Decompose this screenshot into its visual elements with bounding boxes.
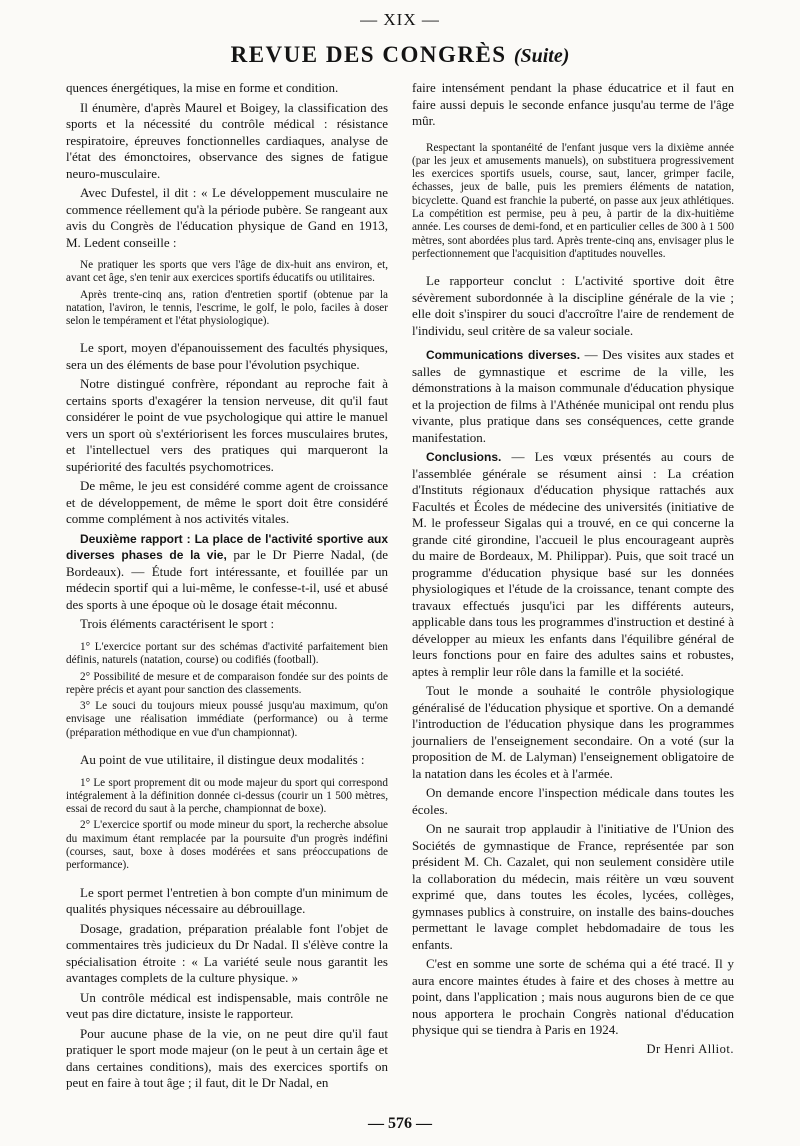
section-lead: Conclusions. bbox=[426, 450, 502, 465]
paragraph-text: C'est en somme une sorte de schéma qui a été tracé. Il y aura encore maintes études à faire et des choses à mettre au point, dans l'application ; mais nous augurons bien de ce que nous apportera le prochain Congrès national d'éducation physique qui se tiendra à Paris en 1924. bbox=[412, 956, 734, 1038]
paragraph-text: Un contrôle médical est indispensable, mais contrôle ne veut pas dire dictature, insiste le rapporteur. bbox=[66, 989, 388, 1022]
paragraph bbox=[66, 478, 388, 528]
spacer bbox=[412, 264, 734, 273]
paragraph-text: faire intensément pendant la phase éducatrice et il faut en faire aussi depuis le seconde enfance jusqu'au terme de l'âge mûr. bbox=[412, 80, 734, 128]
right-column bbox=[412, 80, 734, 1057]
paragraph-text: 2° Possibilité de mesure et de comparaison fondée sur des points de repère précis et ayant pour sanction des classements. bbox=[66, 670, 388, 696]
paragraph-text: — Les vœux présentés au cours de l'assemblée générale se résument ainsi : La création d'Instituts régionaux d'éducation physique rattachés aux Facultés et Écoles de médecine des universités (initiative de M. le professeur Sigalas qui a trouvé, en ce qui concerne la grande cité girondine, l'accueil le plus encourageant auprès du maire de Bordeaux, M. Philippar). Puis, que soit tracé un programme d'éducation physique basé sur les données physiologiques et l'étude de la croissance, tenant compte des travaux effectués jusqu'ici par les différents auteurs, applicable dans tous les programmes d'instruction et destiné à développer au mieux les enfants dans l'équilibre général de leurs fonctions pour en faire des adultes sains et robustes, aptes à remplir leur rôle dans la famille et la société. bbox=[412, 449, 734, 679]
roman-page-number: — XIX — bbox=[360, 10, 440, 29]
section-title: REVUE DES CONGRÈS bbox=[230, 42, 507, 67]
paragraph bbox=[412, 683, 734, 782]
paragraph-text: Dr Henri Alliot. bbox=[646, 1041, 734, 1056]
paragraph-text: par le Dr Pierre Nadal, (de Bordeaux). — Étude fort intéressante, et fouillée par un médecin sportif qui a lui-même, le confesse-t-il, usé et abusé des sports à une époque où le dosage était méconnu. bbox=[66, 547, 388, 612]
paragraph-text: Notre distingué confrère, répondant au reproche fait à certains sports d'exagérer la tension nerveuse, dit qu'il faut considérer le point de vue psychologique qui attire le manuel vers un sport où s'extériorisent les forces musculaires brutes, et l'intellectuel vers des pratiques qui marqueront la supériorité des facultés psychomotrices. bbox=[66, 376, 388, 474]
paragraph-text: Ne pratiquer les sports que vers l'âge de dix-huit ans environ, et, avant cet âge, s'en tenir aux exercices sportifs éducatifs ou utilitaires. bbox=[66, 259, 388, 285]
paragraph-text: Pour aucune phase de la vie, on ne peut dire qu'il faut pratiquer le sport mode majeur (on le peut à un certain âge et dans certaines conditions), mais des exercices sportifs on peut en faire à tout âge ; il faut, dit le Dr Nadal, en bbox=[66, 1025, 388, 1091]
paragraph-text: On demande encore l'inspection médicale dans toutes les écoles. bbox=[412, 785, 734, 817]
paragraph-text: Il énumère, d'après Maurel et Boigey, la classification des sports et la nécessité du contrôle médical : résistance respiratoire, épreuves fonctionnelles cardiaques, analyse de l'état des émonctoires, observance des signes de fatigue neuro-musculaire. bbox=[66, 99, 388, 181]
paragraph-text: Dosage, gradation, préparation préalable font l'objet de commentaires très judicieux du Dr Nadal. Il s'élève contre la spécialisation étroite : « La variété seule nous garantit les avantages complets de la culture physique. » bbox=[66, 920, 388, 986]
spacer bbox=[66, 331, 388, 340]
spacer bbox=[412, 133, 734, 142]
paragraph bbox=[66, 340, 388, 373]
paragraph bbox=[66, 819, 388, 872]
paragraph bbox=[66, 752, 388, 769]
paragraph bbox=[66, 531, 388, 614]
paragraph-text: On ne saurait trop applaudir à l'initiative de l'Union des Sociétés de gymnastique de France, représentée par son président M. Ch. Cazalet, qui non seulement considère utile la collaboration du médecin, mais réitère un vœu souvent exprimé que, dans toutes les écoles, lycées, collèges, gymnases publics à construire, on installe des bains-douches permettant le lavage complet hebdomadaire de tous les enfants. bbox=[412, 821, 734, 952]
page-number: — 576 — bbox=[368, 1115, 432, 1132]
paragraph-text: De même, le jeu est considéré comme agent de croissance et de développement, de même le sport doit être considéré comme complément à nos activités vitales. bbox=[66, 478, 388, 527]
paragraph-text: — Des visites aux stades et salles de gymnastique et escrime de la ville, les démonstrations à la maison communale d'éducation physique et la projection de films à l'Athénée municipal ont rendu plus vivante, plus pratique dans ses conséquences, cette grande manifestation. bbox=[412, 347, 734, 445]
paragraph bbox=[66, 616, 388, 633]
section-lead: Communications diverses. bbox=[426, 348, 581, 363]
paragraph-text: Le sport permet l'entretien à bon compte d'un minimum de qualités physiques nécessaire au débrouillage. bbox=[66, 884, 388, 917]
paragraph-text: Tout le monde a souhaité le contrôle physiologique généralisé de l'éducation physique et sportive. On a demandé l'introduction de l'éducation physique dans les programmes journaliers de l'enseignement secondaire. On a voté (sur la proposition de M. de Lalyman) l'enseignement obligatoire de la natation dans les écoles et à l'armée. bbox=[412, 683, 734, 781]
paragraph-text: 3° Le souci du toujours mieux poussé jusqu'au maximum, qu'on envisage une réalisation immédiate (performance) ou à terme (préparation méthodique en vue d'un championnat). bbox=[66, 700, 388, 739]
paragraph bbox=[412, 273, 734, 339]
paragraph-text: 1° L'exercice portant sur des schémas d'activité parfaitement bien définis, naturels (natation, course) ou codifiés (football). bbox=[66, 640, 388, 667]
paragraph bbox=[412, 142, 734, 262]
paragraph-text: 1° Le sport proprement dit ou mode majeur du sport qui correspond intégralement à la définition donnée ci-dessus (courir un 1 500 mètres, essai de record du saut à la perche, championnat de boxe). bbox=[66, 776, 388, 816]
paragraph bbox=[412, 821, 734, 953]
paragraph bbox=[66, 777, 388, 817]
paragraph-text: Trois éléments caractérisent le sport : bbox=[80, 616, 275, 632]
spacer bbox=[66, 743, 388, 752]
paragraph bbox=[412, 80, 734, 130]
paragraph-text: 2° L'exercice sportif ou mode mineur du sport, la recherche absolue du maximum étant remplacée par la poursuite d'un progrès indéfini (courses, saut, boxe à doses modérées et sans préoccupations de performance). bbox=[66, 819, 388, 872]
paragraph bbox=[66, 376, 388, 475]
section-header bbox=[0, 42, 800, 68]
paragraph bbox=[412, 785, 734, 818]
paragraph bbox=[412, 956, 734, 1039]
paragraph-text: Après trente-cinq ans, ration d'entretien sportif (obtenue par la natation, l'aviron, le tennis, l'escrime, le golf, le polo, faciles à doser selon le tempérament et l'état physiologique). bbox=[66, 288, 388, 328]
section-lead: Deuxième rapport : La place de l'activité sportive aux diverses phases de la vie, bbox=[66, 531, 388, 563]
section-title-suffix: (Suite) bbox=[513, 45, 570, 67]
left-column bbox=[66, 80, 388, 1095]
paragraph bbox=[66, 885, 388, 918]
paragraph-text: Au point de vue utilitaire, il distingue deux modalités : bbox=[80, 752, 365, 768]
spacer bbox=[66, 876, 388, 885]
paragraph-text: Le sport, moyen d'épanouissement des facultés physiques, sera un des éléments de base pour l'évolution psychique. bbox=[66, 340, 388, 372]
paragraph-text: quences énergétiques, la mise en forme et condition. bbox=[66, 80, 339, 95]
paragraph bbox=[66, 1026, 388, 1092]
paragraph bbox=[66, 100, 388, 183]
paragraph bbox=[66, 185, 388, 251]
author-signature bbox=[412, 1042, 734, 1057]
paragraph bbox=[66, 289, 388, 329]
paragraph bbox=[66, 700, 388, 740]
paragraph-text: Avec Dufestel, il dit : « Le développement musculaire ne commence réellement qu'à la période pubère. Se rangeant aux avis du Congrès de l'éducation physique de Gand en 1913, M. Ledent conseille : bbox=[66, 185, 388, 250]
paragraph bbox=[66, 921, 388, 987]
paragraph bbox=[66, 990, 388, 1023]
paragraph bbox=[66, 671, 388, 698]
paragraph bbox=[66, 259, 388, 286]
paragraph-text: Respectant la spontanéité de l'enfant jusque vers la dixième année (par les jeux et amusements manuels), on substituera progressivement les exercices sportifs usuels, course, saut, lancer, grimper facile, échasses, jeux de balle, puis les premiers éléments de natation, bicyclette. Quand est franchie la puberté, on passe aux jeux athlétiques. La compétition est permise, peu à peu, à partir de la dix-huitième année. Les courses de demi-fond, et en particulier celles de 300 à 1 500 mètres, sont abordées plus tard. Après trente-cinq ans, envisager plus le perfectionnement que l'acquisition d'aptitudes nouvelles. bbox=[412, 141, 734, 260]
paragraph bbox=[66, 641, 388, 668]
paragraph-text: Le rapporteur conclut : L'activité sportive doit être sévèrement subordonnée à la discipline générale de la vie ; elle doit s'inspirer du souci d'accroître l'aire de rendement de l'individu, seul critère de sa valeur sociale. bbox=[412, 273, 734, 338]
paragraph bbox=[412, 347, 734, 446]
paragraph bbox=[412, 449, 734, 680]
paragraph bbox=[66, 80, 388, 97]
